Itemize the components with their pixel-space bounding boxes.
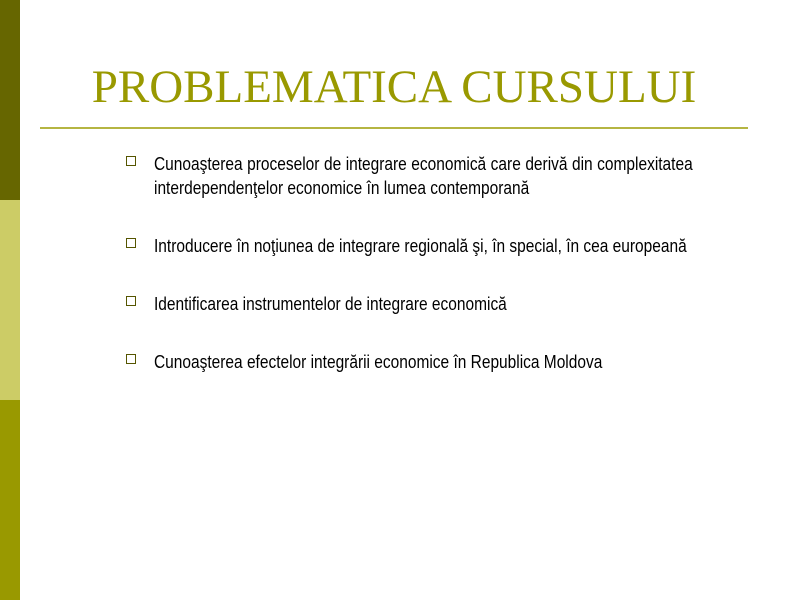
- square-bullet-icon: [126, 296, 136, 306]
- bullet-text: Identificarea instrumentelor de integrare economică: [154, 294, 507, 314]
- bullet-item: [124, 350, 694, 374]
- side-band-middle: [0, 200, 20, 400]
- bullet-list: [124, 152, 694, 408]
- square-bullet-icon: [126, 354, 136, 364]
- square-bullet-icon: [126, 238, 136, 248]
- slide-title: PROBLEMATICA CURSULUI: [91, 61, 697, 113]
- side-band-top: [0, 0, 20, 200]
- bullet-item: [124, 292, 694, 316]
- square-bullet-icon: [126, 156, 136, 166]
- title-underline: [40, 127, 748, 129]
- bullet-item: [124, 234, 694, 258]
- bullet-text: Cunoaşterea efectelor integrării economice în Republica Moldova: [154, 352, 603, 372]
- bullet-item: [124, 152, 694, 200]
- side-band-bottom: [0, 400, 20, 600]
- bullet-text: Introducere în noţiunea de integrare regională şi, în special, în cea europeană: [154, 236, 687, 256]
- bullet-text: Cunoaşterea proceselor de integrare economică care derivă din complexitatea interdependenţelor economice în lumea contemporană: [154, 154, 693, 198]
